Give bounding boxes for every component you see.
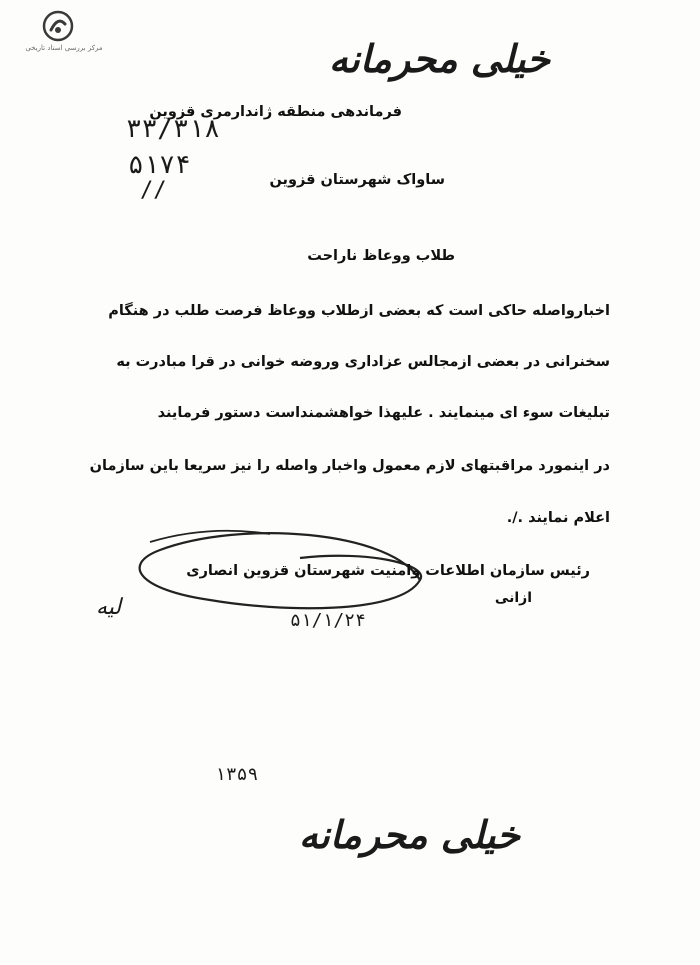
- body-line: اعلام نمایند ./.: [506, 510, 610, 526]
- body-line: اخبارواصله حاکی است که بعضی ازطلاب ووعاظ فرصت طلب در هنگام: [108, 303, 610, 319]
- footer-number: ۱۳۵۹: [215, 764, 259, 785]
- signature-name: ازانی: [494, 590, 532, 606]
- signature-title: رئیس سازمان اطلاعات وامنیت شهرستان قزوین انصاری: [186, 563, 590, 579]
- sender-line: ساواک شهرستان قزوین: [269, 172, 445, 188]
- body-line: سخنرانی در بعضی ازمجالس عزاداری وروضه خوانی در قرا مبادرت به: [116, 354, 610, 370]
- header-classification: خیلی محرمانه: [328, 36, 550, 81]
- reference-number-1: ۳۳/۳۱۸: [126, 114, 220, 144]
- logo-caption: مرکز بررسی اسناد تاریخی: [25, 44, 103, 52]
- reference-number-2: ۵۱۷۴: [128, 150, 191, 180]
- body-line: تبلیغات سوء ای مینمایند . علیهذا خواهشمنداست دستور فرمایند: [157, 405, 610, 421]
- body-line: در اینمورد مراقبتهای لازم معمول واخبار واصله را نیز سریعا باین سازمان: [89, 458, 610, 474]
- signature-date: ۵۱/۱/۲۴: [290, 610, 366, 631]
- footer-classification: خیلی محرمانه: [298, 812, 520, 857]
- recipient-line: فرماندهی منطقه ژاندارمری قزوین: [149, 104, 402, 120]
- handwritten-initials: لیه: [96, 595, 122, 620]
- archive-logo: [14, 10, 114, 60]
- reference-mark: //: [140, 178, 167, 203]
- archive-emblem-icon: [42, 10, 74, 42]
- subject-line: طلاب ووعاظ ناراحت: [307, 248, 455, 264]
